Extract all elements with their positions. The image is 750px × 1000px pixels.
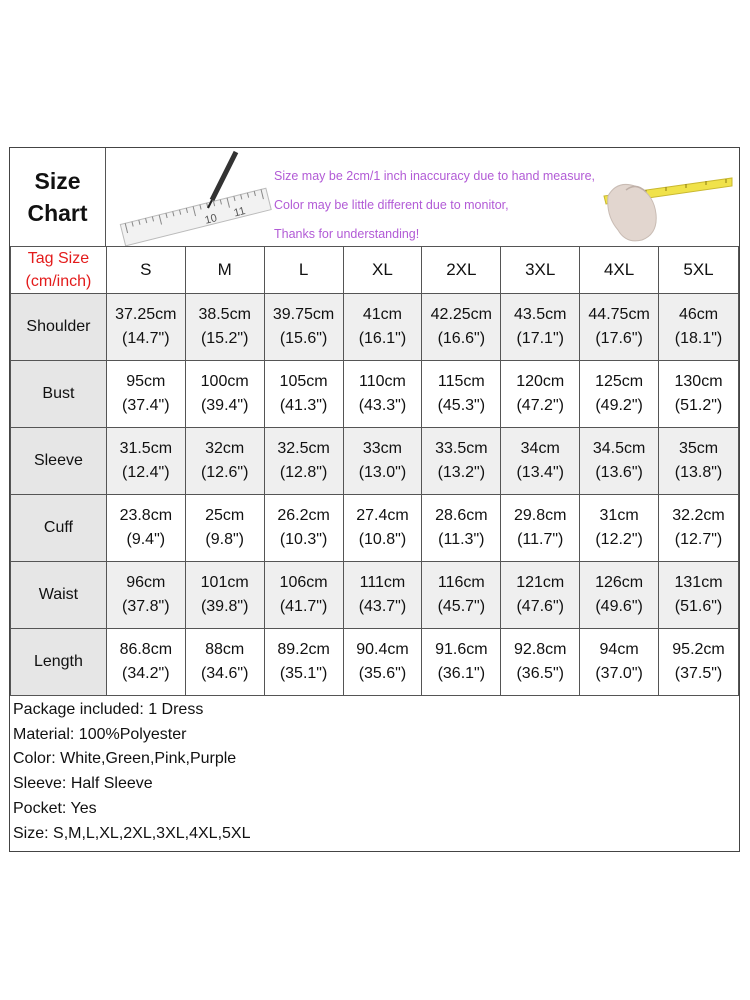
cm-value: 26.2cm	[277, 507, 330, 524]
cm-value: 115cm	[437, 373, 485, 390]
inch-value: (17.6")	[595, 330, 643, 347]
measure-cell	[343, 562, 422, 629]
measure-cell	[659, 294, 739, 361]
inch-value: (13.2")	[437, 464, 486, 481]
cm-value: 35cm	[678, 440, 719, 457]
size-chart	[9, 147, 740, 852]
measure-row-waist	[11, 562, 739, 629]
product-info	[10, 698, 739, 846]
measure-cell	[106, 629, 185, 696]
inch-value: (39.4")	[200, 397, 249, 414]
ruler-pencil-icon	[116, 148, 276, 246]
measure-cell	[343, 495, 422, 562]
inch-value: (10.8")	[358, 531, 407, 548]
inch-value: (45.3")	[437, 397, 486, 414]
title-line-1: Size	[34, 168, 81, 194]
ruler-mark-11: 11	[232, 205, 247, 220]
measure-cell	[422, 361, 501, 428]
measure-cell	[501, 428, 580, 495]
measure-cell	[106, 294, 185, 361]
inch-value: (12.4")	[122, 464, 170, 481]
row-label: Cuff	[11, 495, 107, 562]
measure-notes	[274, 162, 595, 249]
measure-row-cuff	[11, 495, 739, 562]
measure-row-sleeve	[11, 428, 739, 495]
measure-cell	[264, 495, 343, 562]
inch-value: (49.6")	[595, 598, 643, 615]
measure-cell	[422, 495, 501, 562]
inch-value: (9.4")	[126, 531, 166, 548]
cm-value: 130cm	[674, 373, 723, 390]
measure-cell	[422, 294, 501, 361]
cm-value: 96cm	[126, 574, 166, 591]
measure-cell	[422, 428, 501, 495]
cm-value: 44.75cm	[588, 306, 650, 323]
measure-cell	[343, 294, 422, 361]
info-sleeve: Sleeve: Half Sleeve	[13, 775, 153, 793]
cm-value: 88cm	[205, 641, 245, 658]
measure-cell	[106, 495, 185, 562]
info-size: Size: S,M,L,XL,2XL,3XL,4XL,5XL	[13, 824, 251, 842]
measure-cell	[580, 562, 659, 629]
inch-value: (12.6")	[200, 464, 249, 481]
inch-value: (11.3")	[438, 531, 485, 548]
cm-value: 95cm	[126, 373, 166, 390]
measure-cell	[422, 562, 501, 629]
measure-cell	[501, 495, 580, 562]
info-material: Material: 100%Polyester	[13, 725, 187, 743]
measure-cell	[580, 361, 659, 428]
inch-value: (34.6")	[200, 665, 249, 682]
measure-cell	[264, 294, 343, 361]
cm-value: 41cm	[362, 306, 402, 323]
cm-value: 33.5cm	[435, 440, 488, 457]
cm-value: 89.2cm	[277, 641, 330, 658]
cm-value: 94cm	[599, 641, 639, 658]
inch-value: (41.3")	[279, 397, 328, 414]
measure-cell	[501, 294, 580, 361]
inch-value: (12.8")	[279, 464, 328, 481]
info-color: Color: White,Green,Pink,Purple	[13, 750, 237, 768]
inch-value: (37.5")	[674, 665, 723, 682]
measure-row-shoulder	[11, 294, 739, 361]
inch-value: (11.7")	[517, 531, 564, 548]
size-table	[10, 246, 739, 696]
cm-value: 32.5cm	[277, 440, 330, 457]
size-header-2xl: 2XL	[422, 247, 501, 294]
cm-value: 126cm	[595, 574, 644, 591]
note-line: Size may be 2cm/1 inch inaccuracy due to hand measure,	[274, 169, 596, 183]
cm-value: 95.2cm	[672, 641, 725, 658]
inch-value: (41.7")	[279, 598, 328, 615]
measure-cell	[106, 361, 185, 428]
cm-value: 39.75cm	[272, 306, 335, 323]
cm-value: 46cm	[678, 306, 719, 323]
measure-row-length	[11, 629, 739, 696]
row-label: Waist	[11, 562, 107, 629]
inch-value: (15.2")	[200, 330, 249, 347]
inch-value: (43.7")	[358, 598, 407, 615]
measure-banner	[106, 148, 739, 246]
cm-value: 100cm	[200, 373, 249, 390]
cm-value: 23.8cm	[119, 507, 173, 524]
cm-value: 34cm	[520, 440, 560, 457]
cm-value: 25cm	[205, 507, 245, 524]
inch-value: (37.8")	[122, 598, 170, 615]
chart-header	[10, 148, 739, 247]
cm-value: 32.2cm	[672, 507, 725, 524]
inch-value: (13.6")	[595, 464, 643, 481]
measure-cell	[343, 428, 422, 495]
cm-value: 38.5cm	[198, 306, 251, 323]
measure-cell	[501, 361, 580, 428]
measure-cell	[185, 562, 264, 629]
note-line: Color may be little different due to monitor,	[274, 198, 509, 212]
cm-value: 110cm	[359, 373, 406, 390]
size-header-3xl: 3XL	[501, 247, 580, 294]
measure-cell	[659, 428, 739, 495]
inch-value: (13.8")	[674, 464, 723, 481]
measure-cell	[659, 629, 739, 696]
measure-cell	[343, 629, 422, 696]
inch-value: (35.6")	[358, 665, 407, 682]
inch-value: (43.3")	[358, 397, 407, 414]
inch-value: (16.1")	[358, 330, 407, 347]
inch-value: (51.6")	[674, 598, 723, 615]
inch-value: (14.7")	[122, 330, 170, 347]
measure-cell	[580, 428, 659, 495]
measure-cell	[580, 495, 659, 562]
cm-value: 86.8cm	[119, 641, 173, 658]
measure-cell	[264, 629, 343, 696]
measure-row-bust	[11, 361, 739, 428]
measure-cell	[659, 495, 739, 562]
measure-cell	[106, 428, 185, 495]
measure-cell	[185, 629, 264, 696]
inch-value: (49.2")	[595, 397, 643, 414]
inch-value: (45.7")	[437, 598, 486, 615]
cm-value: 90.4cm	[356, 641, 409, 658]
size-header-m: M	[185, 247, 264, 294]
inch-value: (47.2")	[516, 397, 564, 414]
cm-value: 125cm	[595, 373, 644, 390]
cm-value: 105cm	[279, 373, 328, 390]
cm-value: 32cm	[205, 440, 245, 457]
size-header-5xl: 5XL	[659, 247, 739, 294]
inch-value: (35.1")	[279, 665, 328, 682]
inch-value: (13.0")	[358, 464, 407, 481]
measure-cell	[264, 562, 343, 629]
inch-value: (34.2")	[122, 665, 170, 682]
size-header-xl: XL	[343, 247, 422, 294]
ruler-mark-10: 10	[203, 212, 219, 227]
inch-value: (12.7")	[674, 531, 723, 548]
cm-value: 27.4cm	[356, 507, 409, 524]
inch-value: (12.2")	[595, 531, 643, 548]
measure-cell	[501, 562, 580, 629]
measure-cell	[580, 294, 659, 361]
cm-value: 33cm	[362, 440, 402, 457]
inch-value: (13.4")	[516, 464, 564, 481]
row-label: Bust	[11, 361, 107, 428]
inch-value: (16.6")	[437, 330, 486, 347]
size-header-s: S	[106, 247, 185, 294]
measure-cell	[185, 428, 264, 495]
info-package: Package included: 1 Dress	[13, 701, 204, 718]
row-label: Length	[11, 629, 107, 696]
measure-cell	[264, 361, 343, 428]
inch-value: (39.8")	[200, 598, 249, 615]
note-line: Thanks for understanding!	[274, 227, 420, 241]
measure-cell	[659, 361, 739, 428]
info-pocket: Pocket: Yes	[13, 799, 97, 817]
cm-value: 116cm	[437, 574, 485, 591]
measure-cell	[185, 361, 264, 428]
inch-value: (36.5")	[516, 665, 564, 682]
size-header-row	[11, 247, 739, 294]
cm-value: 37.25cm	[115, 306, 177, 323]
cm-value: 92.8cm	[513, 641, 567, 658]
cm-value: 120cm	[516, 373, 565, 390]
size-header-l: L	[264, 247, 343, 294]
tape-measure-hand-icon	[596, 156, 736, 246]
cm-value: 28.6cm	[435, 507, 488, 524]
chart-title	[10, 148, 106, 246]
cm-value: 111cm	[359, 574, 406, 591]
cm-value: 34.5cm	[592, 440, 646, 457]
measure-cell	[264, 428, 343, 495]
cm-value: 29.8cm	[513, 507, 567, 524]
cm-value: 131cm	[674, 574, 723, 591]
cm-value: 91.6cm	[435, 641, 488, 658]
inch-value: (47.6")	[516, 598, 564, 615]
row-label: Shoulder	[11, 294, 107, 361]
inch-value: (37.4")	[122, 397, 170, 414]
measure-cell	[659, 562, 739, 629]
cm-value: 121cm	[516, 574, 565, 591]
inch-value: (36.1")	[437, 665, 486, 682]
measure-cell	[580, 629, 659, 696]
measure-cell	[422, 629, 501, 696]
inch-value: (15.6")	[279, 330, 328, 347]
cm-value: 31cm	[599, 507, 639, 524]
measure-cell	[343, 361, 422, 428]
tag-size-label: Tag Size (cm/inch)	[11, 247, 107, 294]
cm-value: 101cm	[200, 574, 249, 591]
measure-cell	[501, 629, 580, 696]
inch-value: (9.8")	[205, 531, 244, 548]
size-header-4xl: 4XL	[580, 247, 659, 294]
row-label: Sleeve	[11, 428, 107, 495]
inch-value: (37.0")	[595, 665, 643, 682]
inch-value: (51.2")	[674, 397, 723, 414]
cm-value: 31.5cm	[119, 440, 173, 457]
measure-cell	[106, 562, 185, 629]
inch-value: (18.1")	[674, 330, 723, 347]
inch-value: (17.1")	[516, 330, 564, 347]
cm-value: 106cm	[279, 574, 328, 591]
cm-value: 43.5cm	[513, 306, 567, 323]
measure-cell	[185, 495, 264, 562]
inch-value: (10.3")	[279, 531, 328, 548]
measure-cell	[185, 294, 264, 361]
title-line-2: Chart	[27, 200, 88, 226]
cm-value: 42.25cm	[430, 306, 493, 323]
